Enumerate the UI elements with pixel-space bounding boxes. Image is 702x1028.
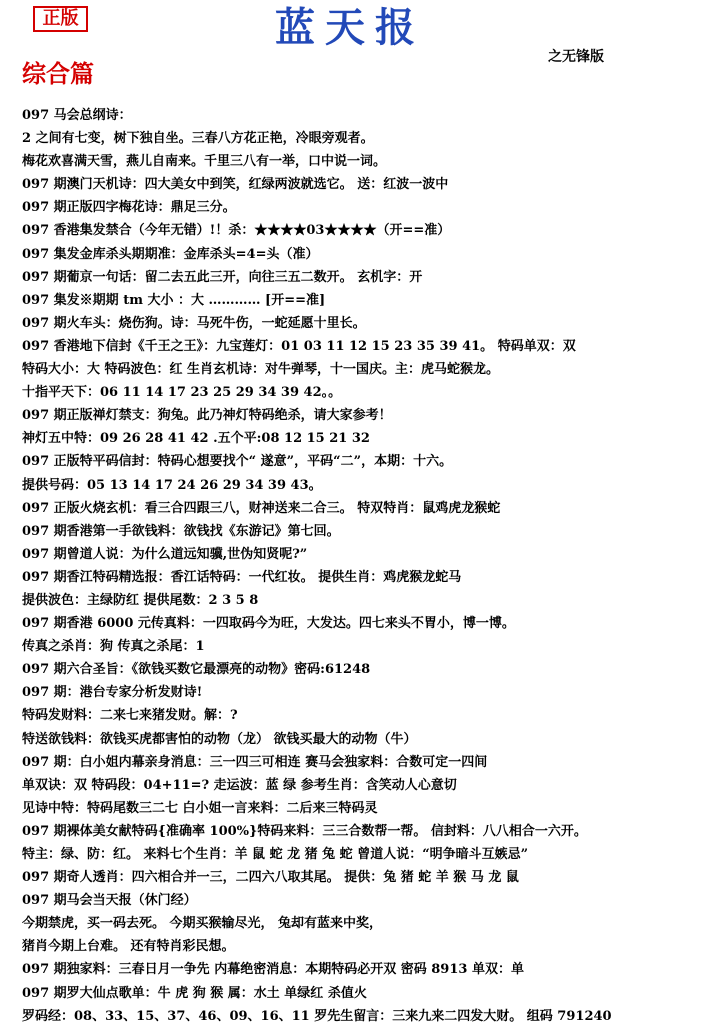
- content-lines: [22, 104, 692, 1028]
- content-line: 097 马会总纲诗：: [22, 108, 132, 123]
- content-line: 097 香港地下信封《千王之王》：九宝莲灯：01 03 11 12 15 23 35 39 41。 特码单双：双: [22, 338, 576, 354]
- content-line: 097 期曾道人说：为什么道远知骥,世伪知贤呢?”: [22, 546, 308, 562]
- content-line: 097 期火车头：烧伤狗。诗：马死牛伤，一蛇延愿十里长。: [22, 315, 366, 331]
- content-line: 097 期香港 6000 元传真料：一四取码今为旺，大发达。四七来头不胃小，博一博。: [22, 616, 515, 632]
- content-line: 十指平天下：06 11 14 17 23 25 29 34 39 42。。: [22, 385, 342, 401]
- content-line: 今期禁虎，买一码去死。 今期买猴输尽光， 兔却有蓝来中奖，: [22, 916, 383, 932]
- content-line: 神灯五中特：09 26 28 41 42 .五个平:08 12 15 21 32: [22, 431, 370, 447]
- content-line: 097 期马会当天报（休门经）: [22, 893, 197, 909]
- content-line: 见诗中特：特码尾数三二七 白小姐一言来料：二后来三特码灵: [22, 800, 378, 816]
- content-line: 097 期：白小姐内幕亲身消息：三一四三可相连 赛马会独家料：合数可定一四间: [22, 754, 488, 770]
- content-line: 特送欲钱料：欲钱买虎都害怕的动物（龙） 欲钱买最大的动物（牛）: [22, 731, 417, 747]
- content-line: 097 期正版四字梅花诗：鼎足三分。: [22, 200, 236, 216]
- edition-subtitle: 之无锋版: [548, 49, 604, 65]
- content-line: 特主：绿、防：红。 来料七个生肖：羊 鼠 蛇 龙 猪 兔 蛇 曾道人说：“明争暗斗互嫉忌”: [22, 847, 529, 862]
- content-line: 097 集发金库杀头期期准：金库杀头=4=头（准）: [22, 246, 319, 262]
- content-line: 097 期独家料：三春日月一争先 内幕绝密消息：本期特码必开双 密码 8913 单双：单: [22, 962, 524, 978]
- content-line: 097 期香港第一手欲钱料：欲钱找《东游记》第七回。: [22, 523, 340, 539]
- genuine-edition-badge: 正版: [33, 6, 88, 32]
- content-line: 097 期罗大仙点歌单：牛 虎 狗 猴 属：水土 单绿红 杀值火: [22, 985, 367, 1001]
- section-heading: 综合篇: [22, 59, 94, 88]
- content-line: 097 香港集发禁合（今年无错）!！杀：★★★★03★★★★（开==准）: [22, 223, 451, 239]
- content-line: 特码大小：大 特码波色：红 生肖玄机诗：对牛弹琴，十一国庆。主：虎马蛇猴龙。: [22, 362, 500, 378]
- content-line: 097 期裸体美女献特码{准确率 100%}特码来料：三三合数帮一帮。 信封料：八八相合一六开。: [22, 823, 587, 839]
- content-line: 097 期葡京一句话：留二去五此三开，向往三五二数开。 玄机字：开: [22, 269, 423, 285]
- content-line: 传真之杀肖：狗 传真之杀尾：1: [22, 639, 205, 655]
- content-line: 097 正版火烧玄机：看三合四跟三八，财神送来二合三。 特双特肖：鼠鸡虎龙猴蛇: [22, 500, 501, 516]
- content-line: 2 之间有七变，树下独自坐。三春八方花正艳，冷眼旁观者。: [22, 131, 374, 147]
- content-line: 提供号码：05 13 14 17 24 26 29 34 39 43。: [22, 477, 322, 493]
- content-line: 097 期香江特码精选报：香江话特码：一代红妆。 提供生肖：鸡虎猴龙蛇马: [22, 569, 462, 585]
- content-line: 097 期六合圣旨：《欲钱买数它最漂亮的动物》密码:61248: [22, 662, 371, 678]
- content-line: 梅花欢喜满天雪，燕儿自南来。千里三八有一举，口中说一词。: [22, 154, 387, 170]
- newspaper-title: 蓝天报: [275, 4, 425, 51]
- content-line: 提供波色：主绿防红 提供尾数：2 3 5 8: [22, 592, 259, 608]
- content-line: 097 期：港台专家分析发财诗!: [22, 685, 203, 701]
- content-line: 特码发财料：二来七来猪发财。解：?: [22, 708, 238, 724]
- content-line: 097 期正版禅灯禁支：狗兔。此乃神灯特码绝杀，请大家参考！: [22, 408, 392, 424]
- content-line: 097 正版特平码信封：特码心想要找个“ 遂意”，平码“二”，本期：十六。: [22, 454, 453, 470]
- content-line: 猪肖今期上台难。 还有特肖彩民想。: [22, 939, 235, 955]
- content-line: 罗码经：08、33、15、37、46、09、16、11 罗先生留言：三来九来二四发大财。 组码 791240: [22, 1008, 612, 1024]
- content-line: 097 集发※期期 tm 大小 ：大 ………… [开==准]: [22, 292, 326, 308]
- content-line: 097 期澳门天机诗：四大美女中到笑，红绿两波就选它。 送：红波一波中: [22, 177, 449, 193]
- content-line: 097 期奇人透肖：四六相合并一三，二四六八取其尾。 提供：兔 猪 蛇 羊 猴 马 龙 鼠: [22, 870, 519, 886]
- content-line: 单双诀：双 特码段：04+11=? 走运波：蓝 绿 参考生肖：含笑动人心意切: [22, 777, 457, 793]
